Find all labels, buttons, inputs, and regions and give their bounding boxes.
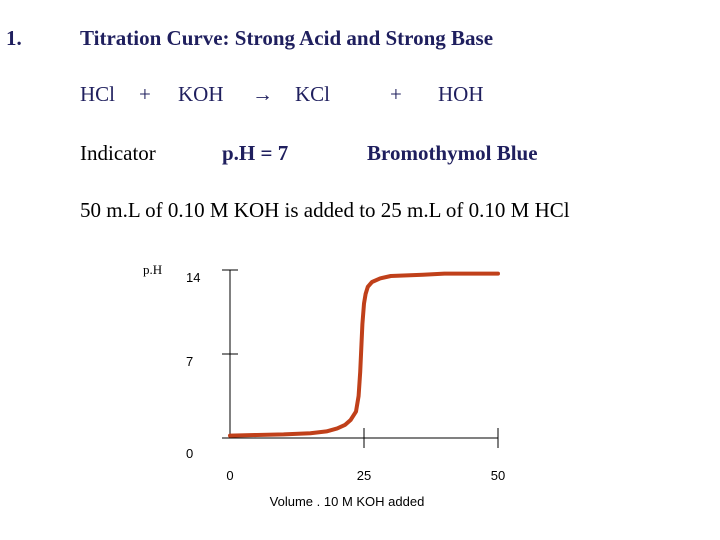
slide-number: 1. (6, 26, 22, 50)
y-tick-label: 7 (186, 354, 194, 369)
product-kcl: KCl (295, 82, 331, 106)
indicator-name: Bromothymol Blue (367, 141, 538, 165)
reactant-koh: KOH (178, 82, 224, 106)
reaction-arrow: → (252, 82, 273, 106)
plus-sign-1: + (139, 82, 151, 106)
plus-sign-2: + (390, 82, 402, 106)
y-axis-label: p.H (143, 262, 163, 277)
indicator-ph: p.H = 7 (222, 141, 289, 165)
x-tick-label: 50 (490, 468, 506, 483)
titration-curve-line (230, 274, 498, 436)
y-tick-label: 14 (186, 270, 201, 285)
y-tick-label: 0 (186, 446, 194, 461)
reactant-hcl: HCl (80, 82, 116, 106)
x-tick-label: 25 (356, 468, 372, 483)
slide-title: Titration Curve: Strong Acid and Strong Base (80, 26, 494, 50)
x-tick-label: 0 (226, 468, 234, 483)
indicator-label: Indicator (80, 141, 156, 165)
problem-statement: 50 m.L of 0.10 M KOH is added to 25 m.L of 0.10 M HCl (80, 198, 570, 222)
product-hoh: HOH (438, 82, 484, 106)
x-axis-label: Volume . 10 M KOH added (269, 494, 425, 509)
